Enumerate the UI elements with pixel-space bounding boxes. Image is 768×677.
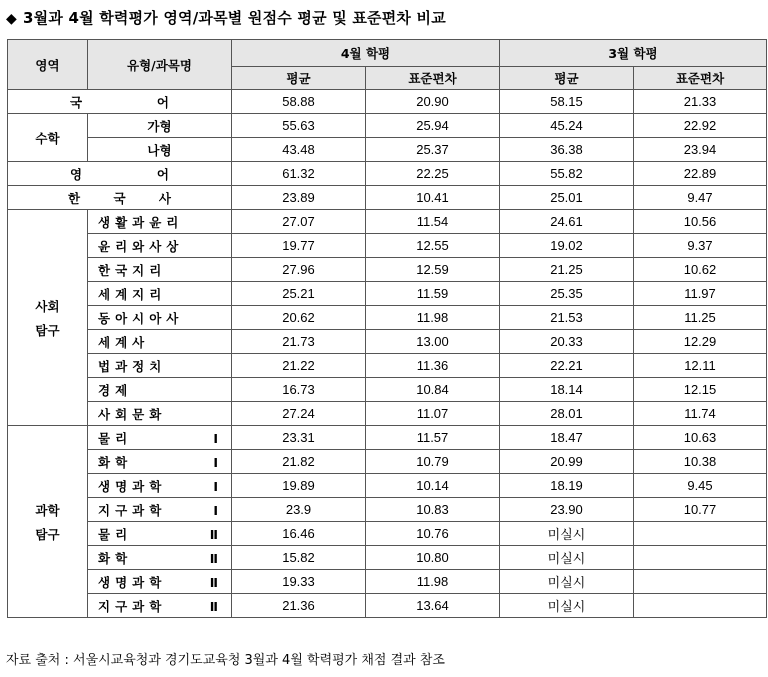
- area-label-math: 수학: [8, 114, 88, 162]
- april-mean-cell: 23.9: [232, 498, 366, 522]
- area-label-social: [8, 210, 88, 426]
- area-label-line2: 탐구: [35, 322, 60, 338]
- area-label-science: [8, 426, 88, 618]
- april-sd-cell: 11.07: [366, 402, 500, 426]
- row-english: [8, 162, 767, 186]
- march-mean-cell: 18.19: [500, 474, 634, 498]
- april-mean-cell: 21.82: [232, 450, 366, 474]
- row-science-1: [8, 450, 767, 474]
- area-label-text: 영 어: [70, 166, 169, 182]
- april-mean-cell: 16.73: [232, 378, 366, 402]
- page-title: [6, 7, 446, 28]
- march-mean-cell: 미실시: [500, 570, 634, 594]
- april-mean-cell: 25.21: [232, 282, 366, 306]
- april-mean-cell: 19.33: [232, 570, 366, 594]
- subject-name: 생명과학Ⅰ: [88, 474, 232, 498]
- april-sd-cell: 11.98: [366, 570, 500, 594]
- row-science-5: [8, 546, 767, 570]
- march-mean-cell: 36.38: [500, 138, 634, 162]
- row-science-3: [8, 498, 767, 522]
- row-math-na: [8, 138, 767, 162]
- april-mean-cell: 43.48: [232, 138, 366, 162]
- title-text: 3월과 4월 학력평가 영역/과목별 원점수 평균 및 표준편차 비교: [23, 9, 446, 27]
- march-mean-cell: 19.02: [500, 234, 634, 258]
- row-history: [8, 186, 767, 210]
- march-mean-cell: 미실시: [500, 522, 634, 546]
- april-sd-cell: 10.14: [366, 474, 500, 498]
- april-mean-cell: 19.89: [232, 474, 366, 498]
- march-sd-cell: 10.38: [634, 450, 767, 474]
- march-sd-cell: 11.74: [634, 402, 767, 426]
- april-sd-cell: 12.59: [366, 258, 500, 282]
- subject-name: 세계사: [88, 330, 232, 354]
- march-sd-cell: 10.56: [634, 210, 767, 234]
- area-label-text: 한 국 사: [68, 190, 171, 206]
- march-sd-cell: 12.15: [634, 378, 767, 402]
- area-label-history: [8, 186, 232, 210]
- subject-name: 지구과학Ⅰ: [88, 498, 232, 522]
- april-sd-cell: 11.57: [366, 426, 500, 450]
- march-sd-cell: [634, 522, 767, 546]
- march-sd-cell: 9.37: [634, 234, 767, 258]
- april-mean-cell: 16.46: [232, 522, 366, 546]
- subject-name: 화학Ⅱ: [88, 546, 232, 570]
- march-sd-cell: [634, 570, 767, 594]
- source-note: 자료 출처 : 서울시교육청과 경기도교육청 3월과 4월 학력평가 채점 결과 참조: [6, 653, 445, 668]
- row-science-7: [8, 594, 767, 618]
- march-mean-cell: 18.47: [500, 426, 634, 450]
- march-mean-cell: 21.53: [500, 306, 634, 330]
- march-mean-cell: 25.35: [500, 282, 634, 306]
- april-mean-cell: 58.88: [232, 90, 366, 114]
- april-mean-cell: 20.62: [232, 306, 366, 330]
- march-mean-cell: 21.25: [500, 258, 634, 282]
- march-sd-cell: 23.94: [634, 138, 767, 162]
- row-social-4: [8, 306, 767, 330]
- april-sd-cell: 10.80: [366, 546, 500, 570]
- march-sd-cell: 22.92: [634, 114, 767, 138]
- april-mean-cell: 23.89: [232, 186, 366, 210]
- march-sd-cell: [634, 546, 767, 570]
- header-march-sd: 표준편차: [634, 67, 767, 90]
- march-sd-cell: 9.47: [634, 186, 767, 210]
- march-sd-cell: 9.45: [634, 474, 767, 498]
- april-sd-cell: 13.00: [366, 330, 500, 354]
- area-label-korean: [8, 90, 232, 114]
- march-mean-cell: 20.99: [500, 450, 634, 474]
- area-label-text: 국 어: [70, 94, 169, 110]
- subject-name: 화학Ⅰ: [88, 450, 232, 474]
- march-sd-cell: 21.33: [634, 90, 767, 114]
- april-sd-cell: 10.83: [366, 498, 500, 522]
- april-mean-cell: 27.07: [232, 210, 366, 234]
- row-social-7: [8, 378, 767, 402]
- subject-name: 가형: [88, 114, 232, 138]
- march-mean-cell: 58.15: [500, 90, 634, 114]
- row-science-2: [8, 474, 767, 498]
- march-sd-cell: 11.97: [634, 282, 767, 306]
- march-sd-cell: 10.77: [634, 498, 767, 522]
- subject-name: 물리Ⅰ: [88, 426, 232, 450]
- row-social-3: [8, 282, 767, 306]
- subject-name: 물리Ⅱ: [88, 522, 232, 546]
- row-social-6: [8, 354, 767, 378]
- header-march-mean: 평균: [500, 67, 634, 90]
- april-mean-cell: 55.63: [232, 114, 366, 138]
- header-april: 4월 학평: [232, 40, 500, 67]
- march-mean-cell: 20.33: [500, 330, 634, 354]
- march-mean-cell: 55.82: [500, 162, 634, 186]
- march-mean-cell: 18.14: [500, 378, 634, 402]
- april-mean-cell: 61.32: [232, 162, 366, 186]
- april-sd-cell: 25.94: [366, 114, 500, 138]
- march-mean-cell: 25.01: [500, 186, 634, 210]
- subject-name: 한국지리: [88, 258, 232, 282]
- march-mean-cell: 23.90: [500, 498, 634, 522]
- subject-name: 나형: [88, 138, 232, 162]
- april-sd-cell: 25.37: [366, 138, 500, 162]
- header-april-mean: 평균: [232, 67, 366, 90]
- header-march: 3월 학평: [500, 40, 767, 67]
- march-sd-cell: 12.11: [634, 354, 767, 378]
- subject-name: 지구과학Ⅱ: [88, 594, 232, 618]
- subject-name: 생활과윤리: [88, 210, 232, 234]
- march-sd-cell: 10.63: [634, 426, 767, 450]
- april-sd-cell: 11.98: [366, 306, 500, 330]
- april-sd-cell: 11.36: [366, 354, 500, 378]
- april-mean-cell: 21.36: [232, 594, 366, 618]
- row-math-ga: [8, 114, 767, 138]
- score-table: [7, 39, 767, 618]
- april-sd-cell: 10.76: [366, 522, 500, 546]
- subject-name: 세계지리: [88, 282, 232, 306]
- march-sd-cell: 22.89: [634, 162, 767, 186]
- april-sd-cell: 20.90: [366, 90, 500, 114]
- april-sd-cell: 11.54: [366, 210, 500, 234]
- header-row-1: [8, 40, 767, 67]
- area-label-line1: 사회: [35, 298, 60, 314]
- row-science-4: [8, 522, 767, 546]
- diamond-bullet-icon: ◆: [6, 11, 17, 27]
- march-mean-cell: 미실시: [500, 594, 634, 618]
- row-social-5: [8, 330, 767, 354]
- april-mean-cell: 27.24: [232, 402, 366, 426]
- area-label-english: [8, 162, 232, 186]
- row-science-6: [8, 570, 767, 594]
- row-social-8: [8, 402, 767, 426]
- april-mean-cell: 21.22: [232, 354, 366, 378]
- april-mean-cell: 15.82: [232, 546, 366, 570]
- march-sd-cell: 12.29: [634, 330, 767, 354]
- row-social-0: [8, 210, 767, 234]
- march-mean-cell: 22.21: [500, 354, 634, 378]
- march-sd-cell: 11.25: [634, 306, 767, 330]
- row-science-0: [8, 426, 767, 450]
- april-mean-cell: 27.96: [232, 258, 366, 282]
- march-mean-cell: 미실시: [500, 546, 634, 570]
- subject-name: 사회문화: [88, 402, 232, 426]
- april-mean-cell: 19.77: [232, 234, 366, 258]
- april-sd-cell: 10.79: [366, 450, 500, 474]
- subject-name: 법과정치: [88, 354, 232, 378]
- april-sd-cell: 11.59: [366, 282, 500, 306]
- march-sd-cell: [634, 594, 767, 618]
- april-sd-cell: 13.64: [366, 594, 500, 618]
- row-korean: [8, 90, 767, 114]
- subject-name: 생명과학Ⅱ: [88, 570, 232, 594]
- header-area: 영역: [8, 40, 88, 90]
- subject-name: 동아시아사: [88, 306, 232, 330]
- area-label-line2: 탐구: [35, 526, 60, 542]
- row-social-2: [8, 258, 767, 282]
- april-sd-cell: 22.25: [366, 162, 500, 186]
- april-sd-cell: 10.84: [366, 378, 500, 402]
- subject-name: 윤리와사상: [88, 234, 232, 258]
- area-label-line1: 과학: [35, 502, 60, 518]
- march-mean-cell: 24.61: [500, 210, 634, 234]
- header-subject: 유형/과목명: [88, 40, 232, 90]
- march-sd-cell: 10.62: [634, 258, 767, 282]
- march-mean-cell: 45.24: [500, 114, 634, 138]
- april-mean-cell: 21.73: [232, 330, 366, 354]
- april-sd-cell: 12.55: [366, 234, 500, 258]
- april-mean-cell: 23.31: [232, 426, 366, 450]
- march-mean-cell: 28.01: [500, 402, 634, 426]
- header-april-sd: 표준편차: [366, 67, 500, 90]
- subject-name: 경제: [88, 378, 232, 402]
- row-social-1: [8, 234, 767, 258]
- april-sd-cell: 10.41: [366, 186, 500, 210]
